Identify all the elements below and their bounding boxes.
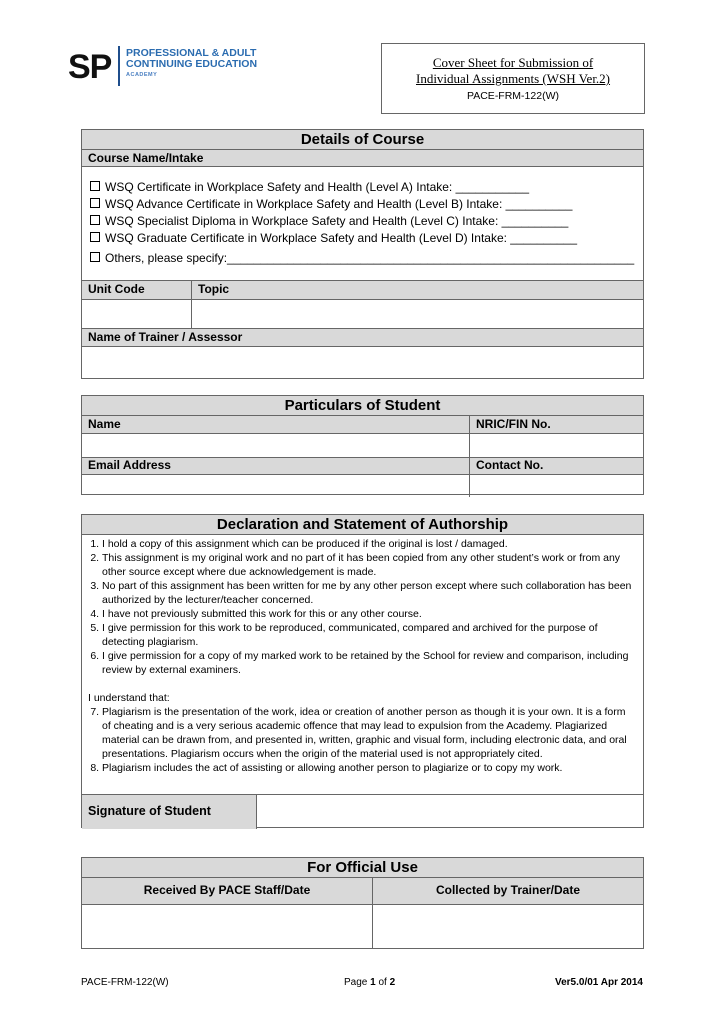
student-section bbox=[81, 395, 644, 495]
course-option[interactable] bbox=[90, 179, 643, 196]
form-title-line-1: Cover Sheet for Submission of bbox=[432, 55, 594, 70]
topic-label: Topic bbox=[192, 281, 643, 299]
declaration-body bbox=[82, 535, 643, 794]
declaration-item: 7. Plagiarism is the presentation of the work, idea or creation of another person as though it is your own. It is a form of cheating and is a very serious academic offence that may lead to expulsion from the Academy. Plagiarized material can be drawn from, and presented in, written, graphic and visual form, including electronic data, and oral presentations. Plagiarism occurs when the origin of the material used is not appropriately cited. bbox=[102, 705, 637, 761]
form-title-box bbox=[381, 43, 645, 114]
received-field[interactable] bbox=[82, 905, 373, 949]
course-section bbox=[81, 129, 644, 379]
student-label-row-2 bbox=[82, 458, 643, 475]
page-current: 1 bbox=[370, 977, 376, 988]
form-title-line-2: Individual Assignments (WSH Ver.2) bbox=[415, 71, 611, 86]
unit-code-label: Unit Code bbox=[82, 281, 192, 299]
nric-field[interactable] bbox=[470, 434, 643, 457]
declaration-item: 5. I give permission for this work to be reproduced, communicated, compared and archived for the purpose of detecting plagiarism. bbox=[102, 621, 637, 649]
course-option-label: WSQ Advance Certificate in Workplace Safety and Health (Level B) Intake: __________ bbox=[105, 197, 573, 211]
course-option-other[interactable] bbox=[90, 250, 643, 267]
course-option[interactable] bbox=[90, 230, 643, 247]
form-code: PACE-FRM-122(W) bbox=[467, 90, 559, 102]
contact-label: Contact No. bbox=[470, 458, 643, 474]
declaration-section-heading: Declaration and Statement of Authorship bbox=[82, 515, 643, 535]
declaration-item: 8. Plagiarism includes the act of assisting or allowing another person to plagiarize or to copy my work. bbox=[102, 761, 637, 775]
logo-line-1: PROFESSIONAL & ADULT bbox=[126, 47, 257, 59]
student-input-row-2 bbox=[82, 475, 643, 497]
unit-topic-header-row bbox=[82, 281, 643, 300]
course-option-label: Others, please specify:_____________________________________________________________ bbox=[105, 251, 635, 265]
checkbox-icon[interactable] bbox=[90, 252, 100, 262]
logo-line-3: ACADEMY bbox=[126, 72, 158, 78]
collected-label: Collected by Trainer/Date bbox=[373, 878, 643, 904]
received-label: Received By PACE Staff/Date bbox=[82, 878, 373, 904]
declaration-item: 3. No part of this assignment has been written for me by any other person except where such collaboration has been authorized by the lecturer/teacher concerned. bbox=[102, 579, 637, 607]
course-name-label: Course Name/Intake bbox=[82, 150, 643, 167]
trainer-field[interactable] bbox=[82, 347, 643, 380]
logo-mark: SP bbox=[68, 48, 112, 86]
page-prefix: Page bbox=[344, 977, 371, 988]
signature-row bbox=[82, 794, 643, 829]
course-option-label: WSQ Specialist Diploma in Workplace Safety and Health (Level C) Intake: __________ bbox=[105, 214, 569, 228]
contact-field[interactable] bbox=[470, 475, 643, 497]
footer-page-number bbox=[344, 977, 395, 988]
official-section bbox=[81, 857, 644, 949]
course-option-label: WSQ Graduate Certificate in Workplace Safety and Health (Level D) Intake: __________ bbox=[105, 231, 578, 245]
signature-field[interactable] bbox=[257, 795, 643, 829]
student-label-row-1 bbox=[82, 416, 643, 434]
logo-text bbox=[126, 48, 257, 81]
logo-line-2: CONTINUING EDUCATION bbox=[126, 58, 258, 70]
course-section-heading: Details of Course bbox=[82, 130, 643, 150]
checkbox-icon[interactable] bbox=[90, 232, 100, 242]
student-input-row-1 bbox=[82, 434, 643, 458]
student-section-heading: Particulars of Student bbox=[82, 396, 643, 416]
understand-label: I understand that: bbox=[88, 692, 170, 704]
page-total: 2 bbox=[389, 977, 396, 988]
declaration-item: 1. I hold a copy of this assignment which can be produced if the original is lost / damaged. bbox=[102, 537, 637, 551]
declaration-item: 2. This assignment is my original work and no part of it has been copied from any other student’s work or from any other source except where due acknowledgement is made. bbox=[102, 551, 637, 579]
course-option-label: WSQ Certificate in Workplace Safety and Health (Level A) Intake: ___________ bbox=[105, 180, 530, 194]
checkbox-icon[interactable] bbox=[90, 215, 100, 225]
name-label: Name bbox=[82, 416, 470, 433]
signature-label: Signature of Student bbox=[82, 795, 257, 829]
unit-code-field[interactable] bbox=[82, 300, 192, 328]
course-options bbox=[82, 167, 643, 281]
name-field[interactable] bbox=[82, 434, 470, 457]
checkbox-icon[interactable] bbox=[90, 181, 100, 191]
declaration-section bbox=[81, 514, 644, 828]
footer-version: Ver5.0/01 Apr 2014 bbox=[554, 977, 643, 988]
page-of: of bbox=[375, 977, 390, 988]
nric-label: NRIC/FIN No. bbox=[470, 416, 643, 433]
unit-topic-input-row bbox=[82, 300, 643, 329]
collected-field[interactable] bbox=[373, 905, 643, 949]
official-input-row bbox=[82, 905, 643, 949]
trainer-label: Name of Trainer / Assessor bbox=[82, 329, 643, 347]
official-label-row bbox=[82, 878, 643, 905]
email-field[interactable] bbox=[82, 475, 470, 497]
course-option[interactable] bbox=[90, 196, 643, 213]
topic-field[interactable] bbox=[192, 300, 643, 328]
declaration-item: 6. I give permission for a copy of my marked work to be retained by the School for review and comparison, including review by external examiners. bbox=[102, 649, 637, 677]
official-section-heading: For Official Use bbox=[82, 858, 643, 878]
footer-form-code: PACE-FRM-122(W) bbox=[81, 977, 169, 988]
checkbox-icon[interactable] bbox=[90, 198, 100, 208]
logo-divider bbox=[118, 46, 120, 86]
email-label: Email Address bbox=[82, 458, 470, 474]
course-option[interactable] bbox=[90, 213, 643, 230]
declaration-item: 4. I have not previously submitted this work for this or any other course. bbox=[102, 607, 637, 621]
